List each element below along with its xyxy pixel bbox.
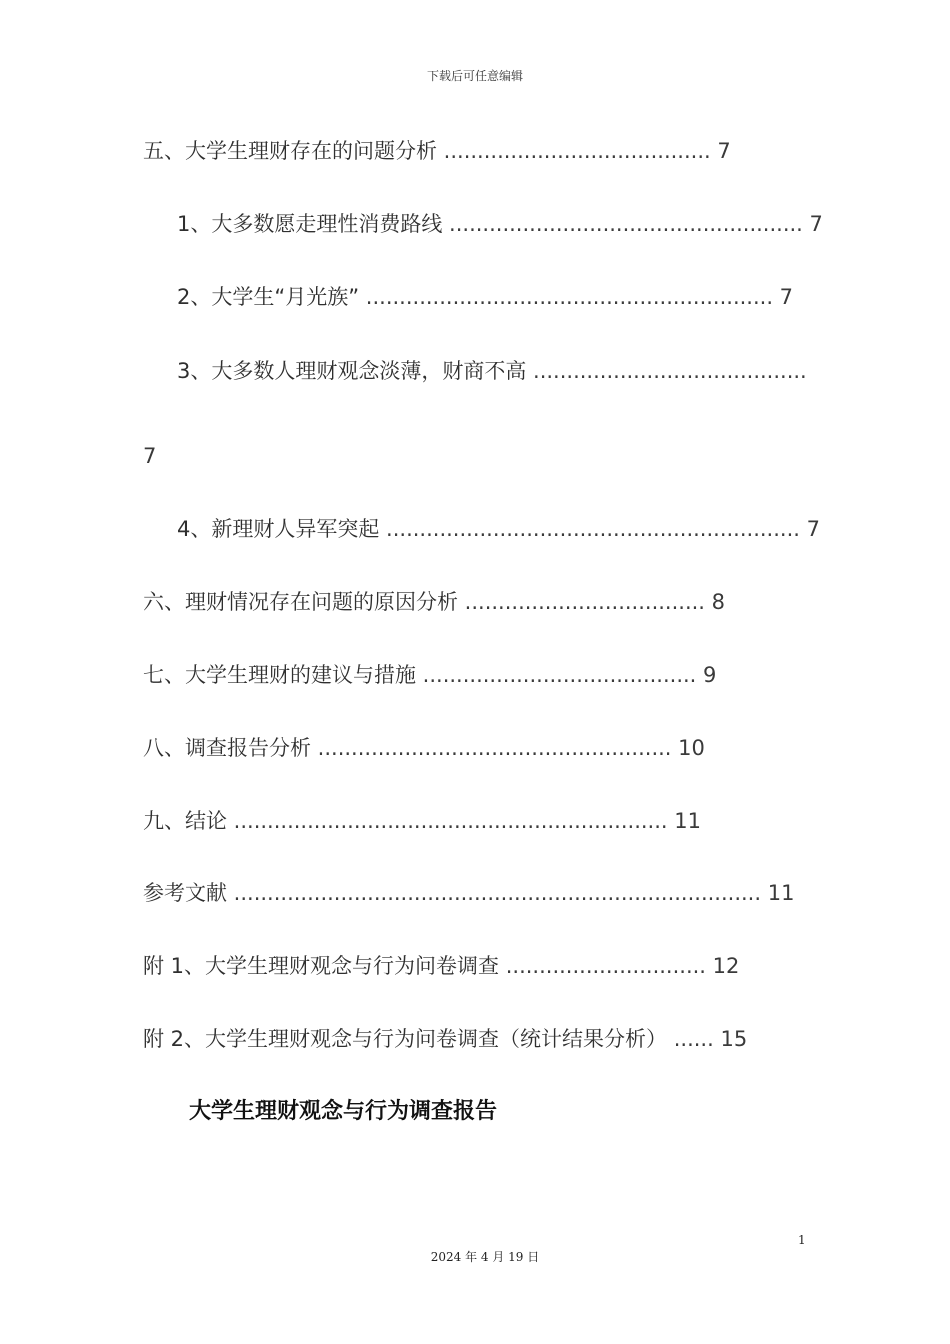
toc-entry-title: 八、调查报告分析: [143, 736, 311, 760]
toc-entry-continuation[interactable]: [143, 441, 156, 471]
toc-entry-leader: ..............................: [499, 954, 713, 978]
toc-entry-page: 9: [703, 663, 717, 687]
document-title: 大学生理财观念与行为调查报告: [189, 1099, 498, 1124]
toc-entry-title: 附 2、大学生理财观念与行为问卷调查（统计结果分析）: [143, 1027, 668, 1051]
toc-entry[interactable]: [177, 514, 820, 544]
toc-entry-leader: ..............................................................: [379, 517, 807, 541]
toc-entry-title: 附 1、大学生理财观念与行为问卷调查: [143, 954, 500, 978]
toc-entry-page: 10: [678, 736, 705, 760]
toc-entry-page: 7: [717, 139, 731, 163]
toc-entry[interactable]: [177, 209, 823, 239]
toc-entry-title: 4、新理财人异军突起: [177, 517, 380, 541]
toc-entry-title: 六、理财情况存在问题的原因分析: [143, 590, 458, 614]
toc-entry[interactable]: [143, 660, 716, 690]
toc-entry-title: 七、大学生理财的建议与措施: [143, 663, 416, 687]
toc-entry-title: 九、结论: [143, 809, 227, 833]
toc-entry-page: 8: [711, 590, 726, 614]
toc-entry-page: 12: [712, 954, 740, 978]
toc-entry[interactable]: [143, 733, 705, 763]
toc-entry-leader: .....................................................: [311, 736, 679, 760]
toc-entry-page: 7: [143, 444, 157, 468]
toc-entry-leader: .........................................: [526, 359, 807, 383]
toc-entry[interactable]: [143, 587, 725, 617]
toc-entry-page: 7: [806, 517, 820, 541]
toc-entry-title: 2、大学生“月光族”: [177, 285, 360, 309]
toc-entry[interactable]: [143, 1024, 747, 1054]
footer-date: 2024 年 4 月 19 日: [430, 1250, 540, 1264]
toc-entry-title: 3、大多数人理财观念淡薄，财商不高: [177, 359, 527, 383]
toc-entry[interactable]: [143, 806, 701, 836]
toc-entry[interactable]: [143, 951, 739, 981]
toc-entry-page: 11: [767, 881, 795, 905]
toc-entry-title: 五、大学生理财存在的问题分析: [143, 139, 437, 163]
toc-entry-page: 7: [809, 212, 823, 236]
toc-entry-leader: .................................................................: [227, 809, 675, 833]
toc-entry-leader: ......: [667, 1027, 721, 1051]
toc-entry-leader: ........................................: [437, 139, 718, 163]
toc-entry-leader: .........................................: [416, 663, 704, 687]
toc-entry-leader: ...............................................................................: [227, 881, 768, 905]
toc-entry-page: 11: [674, 809, 701, 833]
toc-entry-page: 15: [720, 1027, 748, 1051]
toc-entry-leader: .............................................................: [359, 285, 780, 309]
toc-entry[interactable]: [143, 136, 731, 166]
toc-entry[interactable]: [177, 356, 807, 386]
toc-entry-leader: ....................................: [458, 590, 712, 614]
toc-entry[interactable]: [177, 282, 793, 312]
toc-entry-title: 1、大多数愿走理性消费路线: [177, 212, 443, 236]
toc-entry-page: 7: [779, 285, 794, 309]
header-note: 下载后可任意编辑: [426, 69, 523, 83]
page-number: 1: [798, 1233, 806, 1247]
toc-entry-title: 参考文献: [143, 881, 227, 905]
toc-entry[interactable]: [143, 878, 794, 908]
toc-entry-leader: .....................................................: [442, 212, 810, 236]
